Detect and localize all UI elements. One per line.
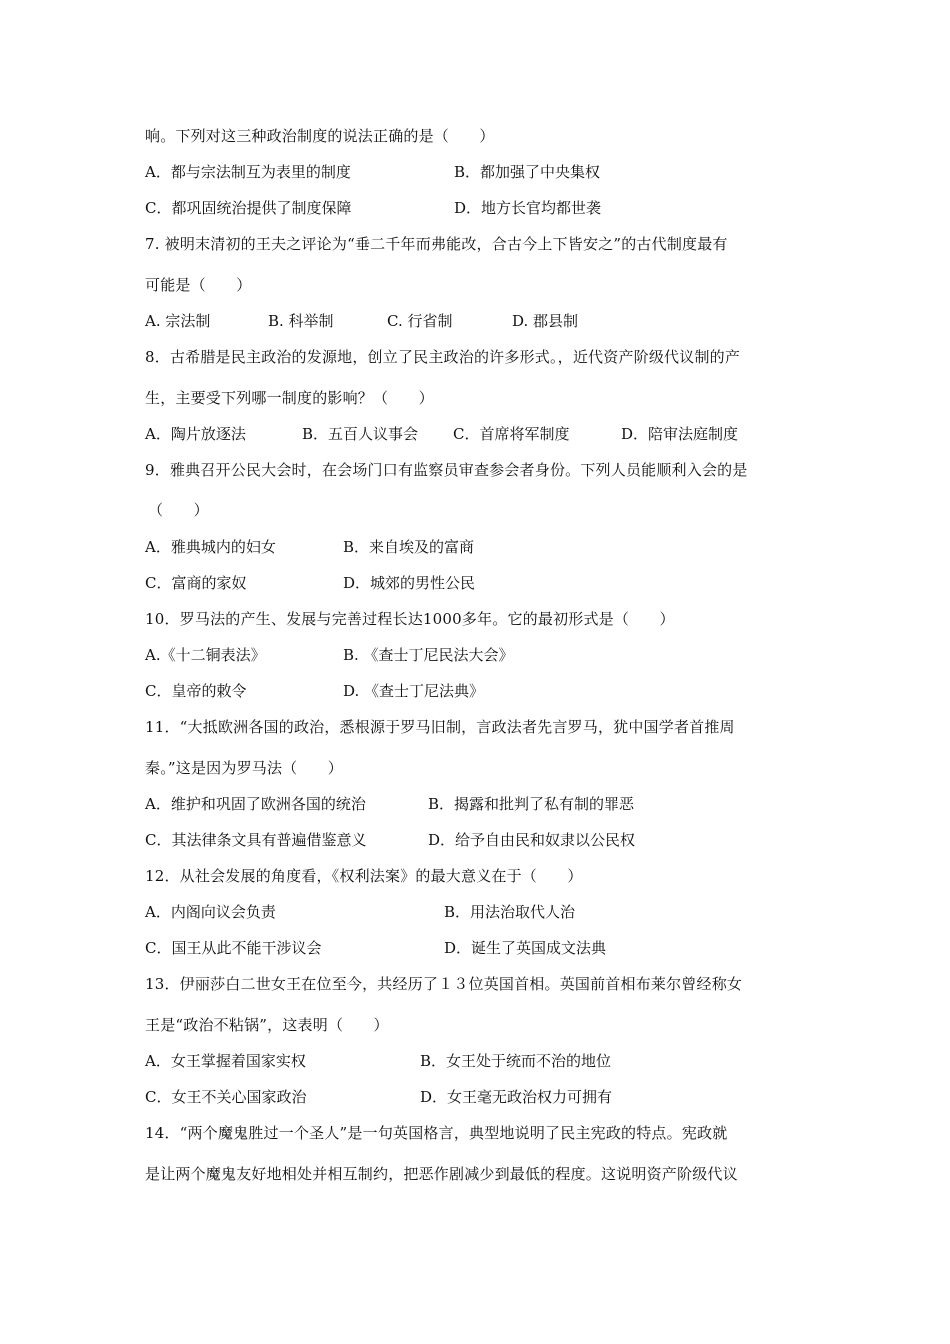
question-11-option-c: C．其法律条文具有普遍借鉴意义 <box>145 831 367 849</box>
question-7-option-d: D. 郡县制 <box>512 312 579 330</box>
question-6-stem-tail: 响。下列对这三种政治制度的说法正确的是（ ） <box>145 127 495 145</box>
question-11-stem-line1: 11．“大抵欧洲各国的政治，悉根源于罗马旧制，言政法者先言罗马，犹中国学者首推周 <box>145 718 735 736</box>
question-10-option-b: B. 《查士丁尼民法大会》 <box>343 646 514 664</box>
question-6-option-b: B．都加强了中央集权 <box>454 163 601 181</box>
question-13-option-c: C．女王不关心国家政治 <box>145 1088 307 1106</box>
question-10-stem: 10．罗马法的产生、发展与完善过程长达1000多年。它的最初形式是（ ） <box>145 610 675 628</box>
question-9-stem-line1: 9．雅典召开公民大会时，在会场门口有监察员审查参会者身份。下列人员能顺利入会的是 <box>145 461 748 479</box>
question-11-stem-line2: 秦。”这是因为罗马法（ ） <box>145 759 343 777</box>
question-8-option-d: D．陪审法庭制度 <box>621 425 739 443</box>
question-8-stem-line1: 8．古希腊是民主政治的发源地，创立了民主政治的许多形式。，近代资产阶级代议制的产 <box>145 348 741 366</box>
question-7-stem-line1: 7. 被明末清初的王夫之评论为“垂二千年而弗能改，合古今上下皆安之”的古代制度最有 <box>145 235 728 253</box>
question-10-option-d: D. 《查士丁尼法典》 <box>343 682 485 700</box>
question-8-option-c: C．首席将军制度 <box>453 425 570 443</box>
question-11-option-d: D．给予自由民和奴隶以公民权 <box>428 831 636 849</box>
question-6-option-d: D．地方长官均都世袭 <box>454 199 602 217</box>
question-9-option-b: B．来自埃及的富商 <box>343 538 475 556</box>
question-10-option-c: C．皇帝的敕令 <box>145 682 247 700</box>
question-11-option-b: B．揭露和批判了私有制的罪恶 <box>428 795 635 813</box>
question-12-option-d: D．诞生了英国成文法典 <box>444 939 607 957</box>
question-8-option-a: A．陶片放逐法 <box>145 425 246 443</box>
question-13-option-b: B．女王处于统而不治的地位 <box>420 1052 612 1070</box>
question-14-stem-line1: 14．“两个魔鬼胜过一个圣人”是一句英国格言，典型地说明了民主宪政的特点。宪政就 <box>145 1124 728 1142</box>
question-13-option-d: D．女王毫无政治权力可拥有 <box>420 1088 613 1106</box>
question-14-stem-line2: 是让两个魔鬼友好地相处并相互制约，把恶作剧减少到最低的程度。这说明资产阶级代议 <box>145 1165 738 1183</box>
question-12-option-a: A．内阁向议会负责 <box>145 903 276 921</box>
question-9-option-d: D．城郊的男性公民 <box>343 574 476 592</box>
question-12-option-b: B．用法治取代人治 <box>444 903 576 921</box>
question-10-option-a: A.《十二铜表法》 <box>145 646 266 664</box>
question-9-option-c: C．富商的家奴 <box>145 574 247 592</box>
question-13-stem-line1: 13．伊丽莎白二世女王在位至今，共经历了１３位英国首相。英国前首相布莱尔曾经称女 <box>145 975 743 993</box>
question-6-option-a: A．都与宗法制互为表里的制度 <box>145 163 351 181</box>
question-7-option-c: C. 行省制 <box>387 312 453 330</box>
question-8-option-b: B．五百人议事会 <box>302 425 419 443</box>
question-7-option-a: A. 宗法制 <box>145 312 211 330</box>
question-9-option-a: A．雅典城内的妇女 <box>145 538 276 556</box>
question-12-option-c: C．国王从此不能干涉议会 <box>145 939 322 957</box>
question-13-option-a: A．女王掌握着国家实权 <box>145 1052 306 1070</box>
question-8-stem-line2: 生，主要受下列哪一制度的影响？（ ） <box>145 389 434 407</box>
question-12-stem: 12．从社会发展的角度看，《权利法案》的最大意义在于（ ） <box>145 867 583 885</box>
question-11-option-a: A．维护和巩固了欧洲各国的统治 <box>145 795 366 813</box>
question-9-stem-line2: （ ） <box>148 501 209 519</box>
question-6-option-c: C．都巩固统治提供了制度保障 <box>145 199 352 217</box>
question-13-stem-line2: 王是“政治不粘锅”，这表明（ ） <box>145 1016 389 1034</box>
question-7-stem-line2: 可能是（ ） <box>145 276 252 294</box>
question-7-option-b: B. 科举制 <box>268 312 334 330</box>
